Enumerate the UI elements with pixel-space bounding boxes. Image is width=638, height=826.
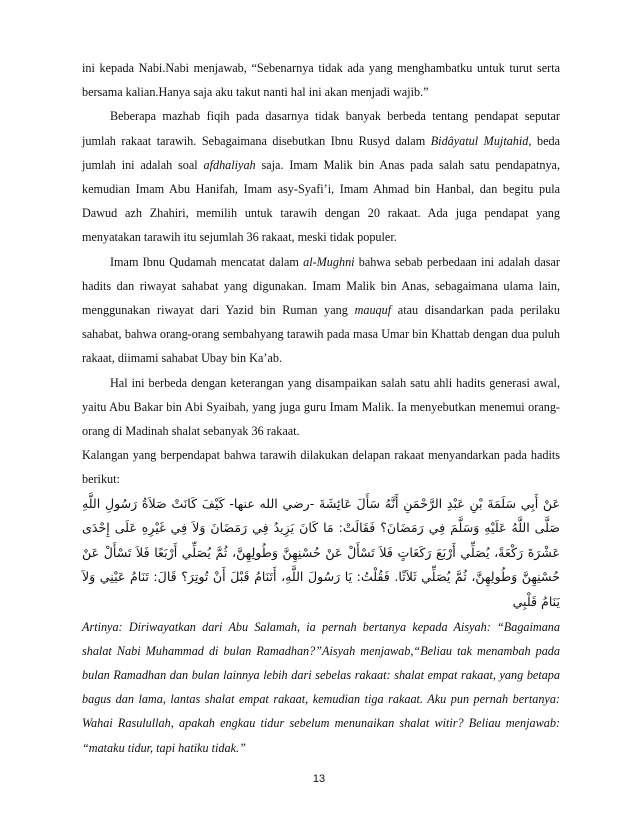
italic-term: afdhaliyah xyxy=(203,157,256,172)
paragraph-p5 xyxy=(82,443,560,491)
text-run: bahwa sebab perbedaan ini adalah dasar hadits dan riwayat sahabat yang digunakan. Imam Malik bin Anas, sebagaimana ulama lain, menggunakan riwayat dari Yazid bin Ruman yang xyxy=(82,254,560,318)
text-run: Kalangan yang berpendapat bahwa tarawih dilakukan delapan rakaat menyandarkan pada hadits berikut: xyxy=(82,448,560,487)
page-number: 13 xyxy=(312,773,326,785)
arabic-hadith: عَنْ أَبِي سَلَمَةَ بْنِ عَبْدِ الرَّحْمَنِ أَنَّهُ سَأَلَ عَائِشَةَ -رضي الله عنها- كَيْفَ كَانَتْ صَلاَةُ رَسُولِ اللَّهِ صَلَّى اللَّهُ عَلَيْهِ وَسَلَّمَ فِي رَمَضَانَ؟ فَقَالَتْ: مَا كَانَ يَزِيدُ فِي رَمَضَانَ وَلاَ فِي غَيْرِهِ عَلَى إِحْدَى عَشْرَةَ رَكْعَةً، يُصَلِّي أَرْبَعَ رَكَعَاتٍ فَلاَ تَسْأَلْ عَنْ حُسْنِهِنَّ وَطُولِهِنَّ، ثُمَّ يُصَلِّي أَرْبَعًا فَلاَ تَسْأَلْ عَنْ حُسْنِهِنَّ وَطُولِهِنَّ، ثُمَّ يُصَلِّي ثَلاَثًا. فَقُلْتُ: يَا رَسُولَ اللَّهِ، أَتَنَامُ قَبْلَ أَنْ تُوتِرَ؟ قَالَ: تَنَامُ عَيْنِي وَلاَ يَنَامُ قَلْبِي xyxy=(82,495,560,610)
text-run: Imam Ibnu Qudamah mencatat dalam xyxy=(110,254,304,269)
text-run: Hal ini berbeda dengan keterangan yang disampaikan salah satu ahli hadits generasi awal, yaitu Abu Bakar bin Abi Syaibah, yang juga guru Imam Malik. Ia menyebutkan menemui orang-orang di Madinah shalat sebanyak 36 rakaat. xyxy=(82,375,560,439)
text-run: , beda jumlah ini adalah soal xyxy=(82,133,560,172)
italic-term: Bidâyatul Mujtahid xyxy=(430,133,529,148)
text-run: atau disandarkan pada perilaku sahabat, bahwa orang-orang sembahyang tarawih pada masa Umar bin Khattab dengan dua puluh rakaat, diimami sahabat Ubay bin Ka’ab. xyxy=(82,303,560,366)
italic-term: mauquf xyxy=(354,303,392,318)
hadith-translation: Artinya: Diriwayatkan dari Abu Salamah, ia pernah bertanya kepada Aisyah: “Bagaimana shalat Nabi Muhammad di bulan Ramadhan?”Aisyah menjawab,“Beliau tak menambah pada bulan Ramadhan dan bulan lainnya lebih dari sebelas rakaat: shalat empat rakaat, yang betapa bagus dan lama, lantas shalat empat rakaat, kemudian tiga rakaat. Aku pun pernah bertanya: Wahai Rasulullah, apakah engkau tidur sebelum menunaikan shalat witir? Beliau menjawab: “mataku tidur, tapi hatiku tidak.” xyxy=(82,619,560,755)
text-run: ini kepada Nabi.Nabi menjawab, “Sebenarnya tidak ada yang menghambatku untuk turut serta bersama kalian.Hanya saja aku takut nanti hal ini akan menjadi wajib.” xyxy=(82,61,560,100)
paragraph-p1 xyxy=(82,56,560,104)
paragraph-p4 xyxy=(82,371,560,444)
paragraph-p2 xyxy=(82,104,560,249)
paragraph-p3 xyxy=(82,250,560,371)
document-page xyxy=(82,56,560,760)
body-text xyxy=(82,56,560,492)
italic-term: al-Mughni xyxy=(303,254,355,269)
text-run: Beberapa mazhab fiqih pada dasarnya tidak banyak berbeda tentang pendapat seputar jumlah rakaat tarawih. Sebagaimana disebutkan Ibnu Rusyd dalam xyxy=(82,109,560,148)
text-run: saja. Imam Malik bin Anas pada salah satu pendapatnya, kemudian Imam Abu Hanifah, Imam asy-Syafi’i, Imam Ahmad bin Hanbal, dan begitu pula Dawud azh Zhahiri, memilih untuk tarawih dengan 20 rakaat. Ada juga pendapat yang menyatakan tarawih itu sejumlah 36 rakaat, meski tidak populer. xyxy=(82,157,561,245)
